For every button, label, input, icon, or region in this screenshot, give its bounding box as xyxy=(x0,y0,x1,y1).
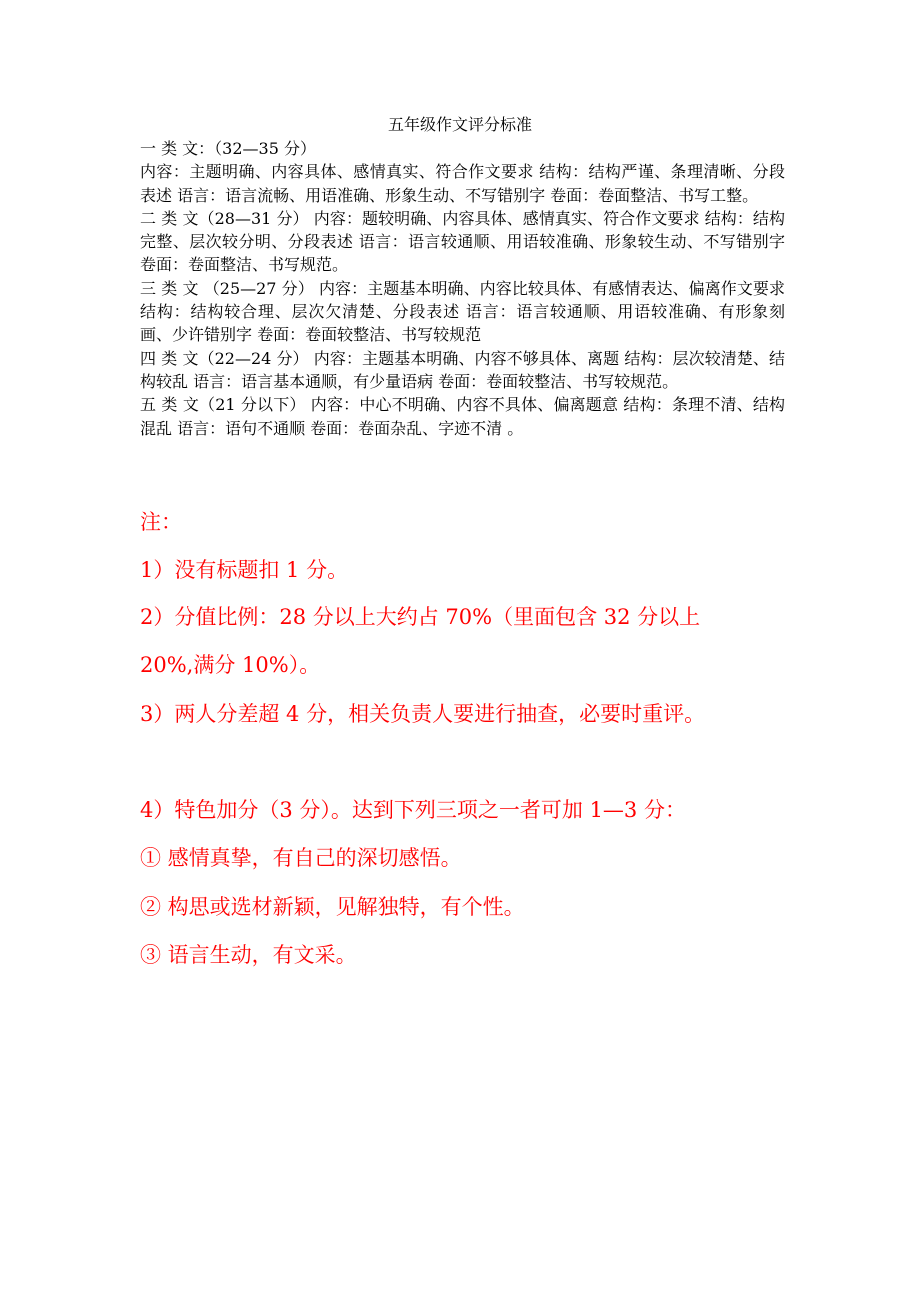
criteria-class-3: 三 类 文 （25—27 分） 内容：主题基本明确、内容比较具体、有感情表达、偏离作文要求 结构：结构较合理、层次欠清楚、分段表述 语言：语言较通顺、用语较准确、有形象刻画、少许错别字 卷面：卷面较整洁、书写较规范 xyxy=(140,278,785,345)
criteria-class-1-details: 内容：主题明确、内容具体、感情真实、符合作文要求 结构：结构严谨、条理清晰、分段表述 语言：语言流畅、用语准确、形象生动、不写错别字 卷面：卷面整洁、书写工整。 xyxy=(140,162,785,205)
note-item: 4）特色加分（3 分）。达到下列三项之一者可加 1—3 分： xyxy=(140,798,686,822)
note-item: 2）分值比例：28 分以上大约占 70%（里面包含 32 分以上 xyxy=(140,605,701,629)
grading-criteria xyxy=(140,137,785,440)
note-item: 1）没有标题扣 1 分。 xyxy=(140,558,349,582)
note-item: 20%,满分 10%）。 xyxy=(140,653,321,677)
note-item: ② 构思或选材新颖，见解独特，有个性。 xyxy=(140,895,525,919)
note-item: ① 感情真挚，有自己的深切感悟。 xyxy=(140,846,462,870)
note-item: 3）两人分差超 4 分，相关负责人要进行抽查，必要时重评。 xyxy=(140,702,706,726)
document-title: 五年级作文评分标准 xyxy=(387,115,532,134)
notes-heading: 注： xyxy=(140,510,182,534)
criteria-class-5: 五 类 文（21 分以下） 内容：中心不明确、内容不具体、偏离题意 结构：条理不清、结构混乱 语言：语句不通顺 卷面：卷面杂乱、字迹不清 。 xyxy=(140,395,785,438)
criteria-class-4: 四 类 文（22—24 分） 内容：主题基本明确、内容不够具体、离题 结构：层次较清楚、结构较乱 语言：语言基本通顺，有少量语病 卷面：卷面较整洁、书写较规范。 xyxy=(140,348,785,391)
note-item: ③ 语言生动，有文采。 xyxy=(140,943,357,967)
criteria-class-2: 二 类 文（28—31 分） 内容：题较明确、内容具体、感情真实、符合作文要求 结构：结构完整、层次较分明、分段表述 语言：语言较通顺、用语较准确、形象较生动、不写错别字 卷面：卷面整洁、书写规范。 xyxy=(140,208,785,275)
criteria-class-1-heading: 一 类 文：（32—35 分） xyxy=(140,139,316,158)
